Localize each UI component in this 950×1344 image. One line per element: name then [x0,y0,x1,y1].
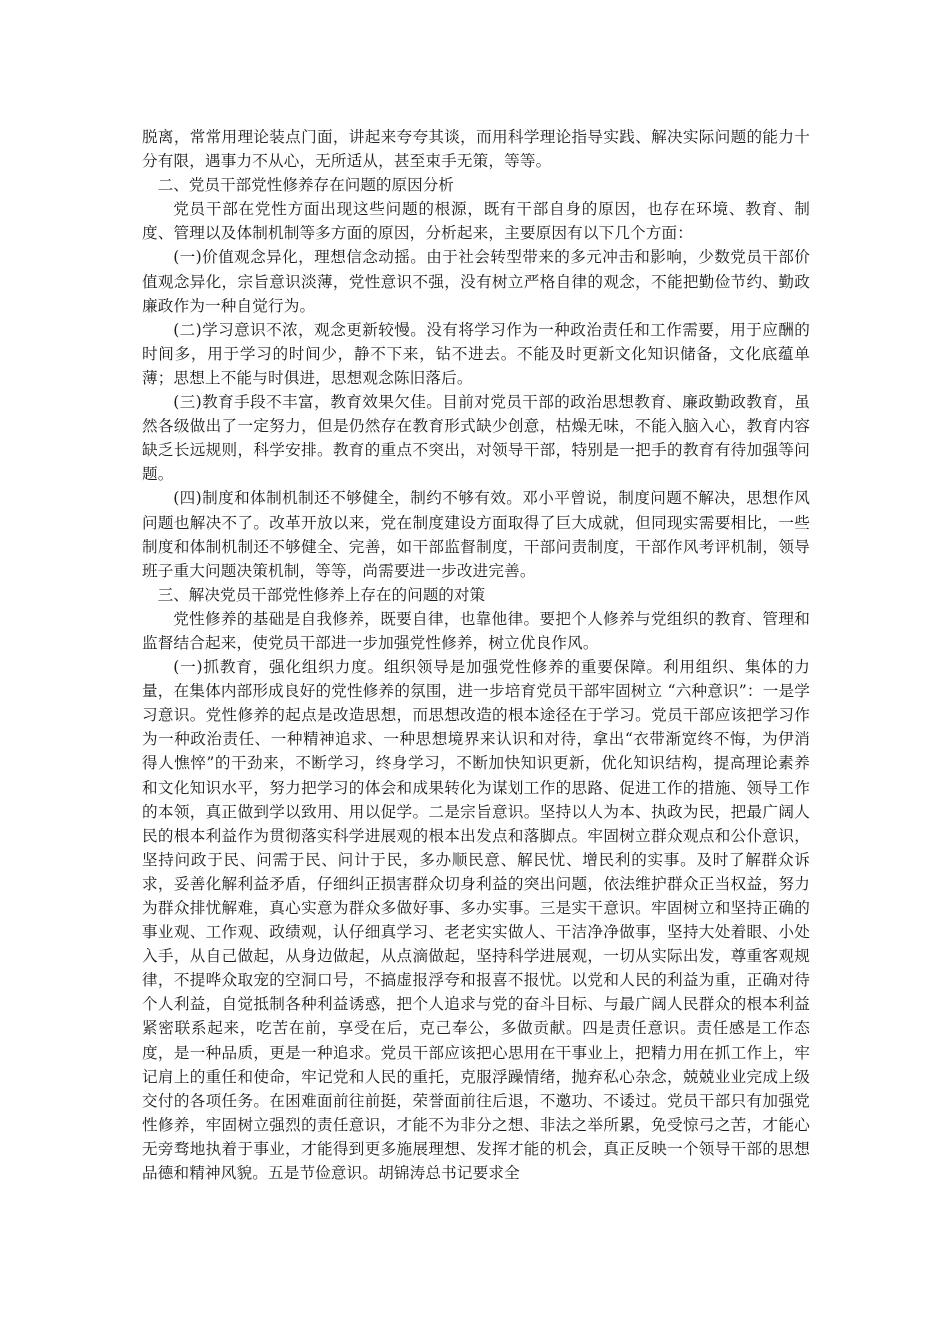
paragraph-intro-measures: 党性修养的基础是自我修养，既要自律，也靠他律。要把个人修养与党组织的教育、管理和监督结合起来，使党员干部进一步加强党性修养，树立优良作风。 [142,609,810,652]
section-heading-2: 二、党员干部党性修养存在问题的原因分析 [157,176,454,195]
paragraph-intro-causes: 党员干部在党性方面出现这些问题的根源，既有干部自身的原因，也存在环境、教育、制度、管理以及体制机制等多方面的原因，分析起来，主要原因有以下几个方面： [142,200,810,243]
paragraph-cause-2: (二)学习意识不浓，观念更新较慢。没有将学习作为一种政治责任和工作需要，用于应酬的时间多，用于学习的时间少，静不下来，钻不进去。不能及时更新文化知识储备，文化底蕴单薄；思想上不能与时俱进，思想观念陈旧落后。 [142,320,810,387]
document-body [142,125,810,1185]
paragraph-cause-3: (三)教育手段不丰富，教育效果欠佳。目前对党员干部的政治思想教育、廉政勤政教育，虽然各级做出了一定努力，但是仍然存在教育形式缺少创意，枯燥无味，不能入脑入心，教育内容缺乏长远规则，科学安排。教育的重点不突出，对领导干部，特别是一把手的教育有待加强等问题。 [142,393,810,484]
section-heading-3: 三、解决党员干部党性修养上存在的问题的对策 [157,585,486,604]
paragraph-measure-1: (一)抓教育，强化组织力度。组织领导是加强党性修养的重要保障。利用组织、集体的力量，在集体内部形成良好的党性修养的氛围，进一步培育党员干部牢固树立 “六种意识”：一是学习意识。党性修养的起点是改造思想，而思想改造的根本途径在于学习。党员干部应该把学习作为一种政治责任、一种精神追求、一种思想境界来认识和对待，拿出“衣带渐宽终不悔，为伊消得人憔悴”的干劲来，不断学习，终身学习，不断加快知识更新，优化知识结构，提高理论素养和文化知识水平，努力把学习的体会和成果转化为谋划工作的思路、促进工作的措施、领导工作的本领，真正做到学以致用、用以促学。二是宗旨意识。坚持以人为本、执政为民，把最广阔人民的根本利益作为贯彻落实科学进展观的根本出发点和落脚点。牢固树立群众观点和公仆意识，坚持问政于民、问需于民、问计于民，多办顺民意、解民忧、增民利的实事。及时了解群众诉求，妥善化解利益矛盾，仔细纠正损害群众切身利益的突出问题，依法维护群众正当权益，努力为群众排忧解难，真心实意为群众多做好事、多办实事。三是实干意识。牢固树立和坚持正确的事业观、工作观、政绩观，认仔细真学习、老老实实做人、干洁净净做事，坚持大处着眼、小处入手，从自己做起，从身边做起，从点滴做起，坚持科学进展观，一切从实际出发，尊重客观规律，不提哗众取宠的空洞口号，不搞虚报浮夸和报喜不报忧。以党和人民的利益为重，正确对待个人利益，自觉抵制各种利益诱惑，把个人追求与党的奋斗目标、与最广阔人民群众的根本利益紧密联系起来，吃苦在前，享受在后，克己奉公，多做贡献。四是责任意识。责任感是工作态度，是一种品质，更是一种追求。党员干部应该把心思用在干事业上，把精力用在抓工作上，牢记肩上的重任和使命，牢记党和人民的重托，克服浮躁情绪，抛弃私心杂念，兢兢业业完成上级交付的各项任务。在困难面前往前挺，荣誉面前往后退，不邀功、不诿过。党员干部只有加强党性修养，牢固树立强烈的责任意识，才能不为非分之想、非法之举所累，免受惊弓之苦，才能心无旁骛地执着于事业，才能得到更多施展理想、发挥才能的机会，真正反映一个领导干部的思想品德和精神风貌。五是节俭意识。胡锦涛总书记要求全 [142,658,810,1183]
paragraph-continuation: 脱离，常常用理论装点门面，讲起来夸夸其谈，而用科学理论指导实践、解决实际问题的能力十分有限，遇事力不从心，无所适从，甚至束手无策，等等。 [142,128,810,171]
paragraph-cause-1: (一)价值观念异化，理想信念动摇。由于社会转型带来的多元冲击和影响，少数党员干部价值观念异化，宗旨意识淡薄，党性意识不强，没有树立严格自律的观念，不能把勤俭节约、勤政廉政作为一种自觉行为。 [142,248,810,315]
paragraph-cause-4: (四)制度和体制机制还不够健全，制约不够有效。邓小平曾说，制度问题不解决，思想作风问题也解决不了。改革开放以来，党在制度建设方面取得了巨大成就，但同现实需要相比，一些制度和体制机制还不够健全、完善，如干部监督制度，干部问责制度，干部作风考评机制，领导班子重大问题决策机制，等等，尚需要进一步改进完善。 [142,489,810,580]
